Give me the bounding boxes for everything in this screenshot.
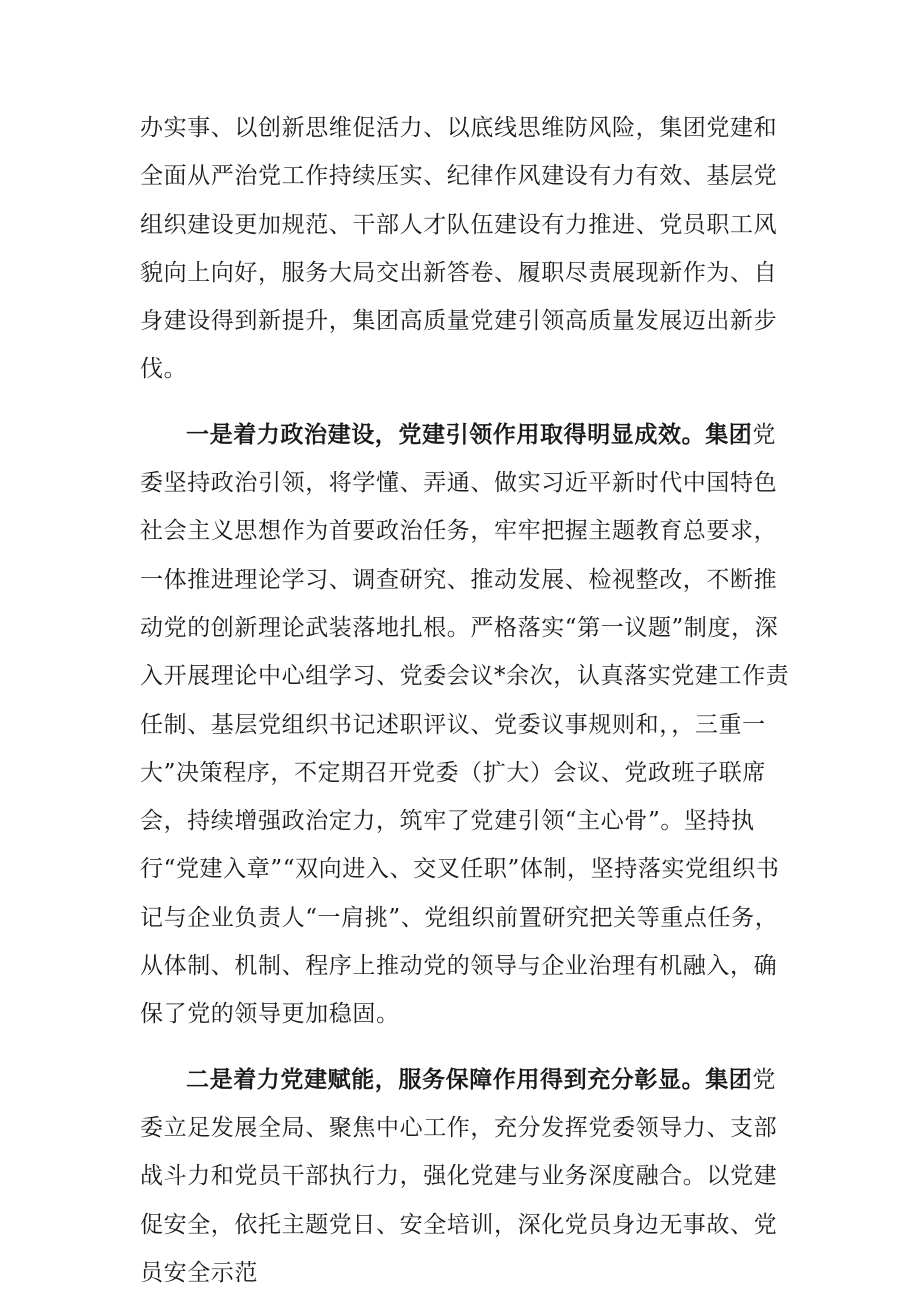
paragraph-3-heading: 二是着力党建赋能，服务保障作用得到充分彰显。集团: [186, 1065, 753, 1093]
paragraph-2-heading: 一是着力政治建设，党建引领作用取得明显成效。集团: [186, 420, 753, 448]
paragraph-1-text: 办实事、以创新思维促活力、以底线思维防风险，集团党建和全面从严治党工作持续压实、纪律作风建设有力有效、基层党组织建设更加规范、干部人才队伍建设有力推进、党员职工风貌向上向好，服务大局交出新答卷、履职尽责展现新作为、自身建设得到新提升，集团高质量党建引领高质量发展迈出新步伐。: [140, 115, 778, 383]
paragraph-3-text: 党委立足发展全局、聚焦中心工作，充分发挥党委领导力、支部战斗力和党员干部执行力，强化党建与业务深度融合。以党建促安全，依托主题党日、安全培训，深化党员身边无事故、党员安全示范: [140, 1066, 778, 1286]
paragraph-2-text: 党委坚持政治引领，将学懂、弄通、做实习近平新时代中国特色社会主义思想作为首要政治任务，牢牢把握主题教育总要求，一体推进理论学习、调查研究、推动发展、检视整改，不断推动党的创新理论武装落地扎根。严格落实“第一议题”制度，深入开展理论中心组学习、党委会议*余次，认真落实党建工作责任制、基层党组织书记述职评议、党委议事规则和，，三重一大”决策程序，不定期召开党委（扩大）会议、党政班子联席会，持续增强政治定力，筑牢了党建引领“主心骨”。坚持执行“党建入章”“双向进入、交叉任职”体制，坚持落实党组织书记与企业负责人“一肩挑”、党组织前置研究把关等重点任务，从体制、机制、程序上推动党的领导与企业治理有机融入，确保了党的领导更加稳固。: [140, 421, 790, 1028]
document-body: [140, 104, 790, 1297]
paragraph-1: [140, 104, 790, 394]
paragraph-2: [140, 411, 790, 1039]
paragraph-3: [140, 1056, 790, 1297]
